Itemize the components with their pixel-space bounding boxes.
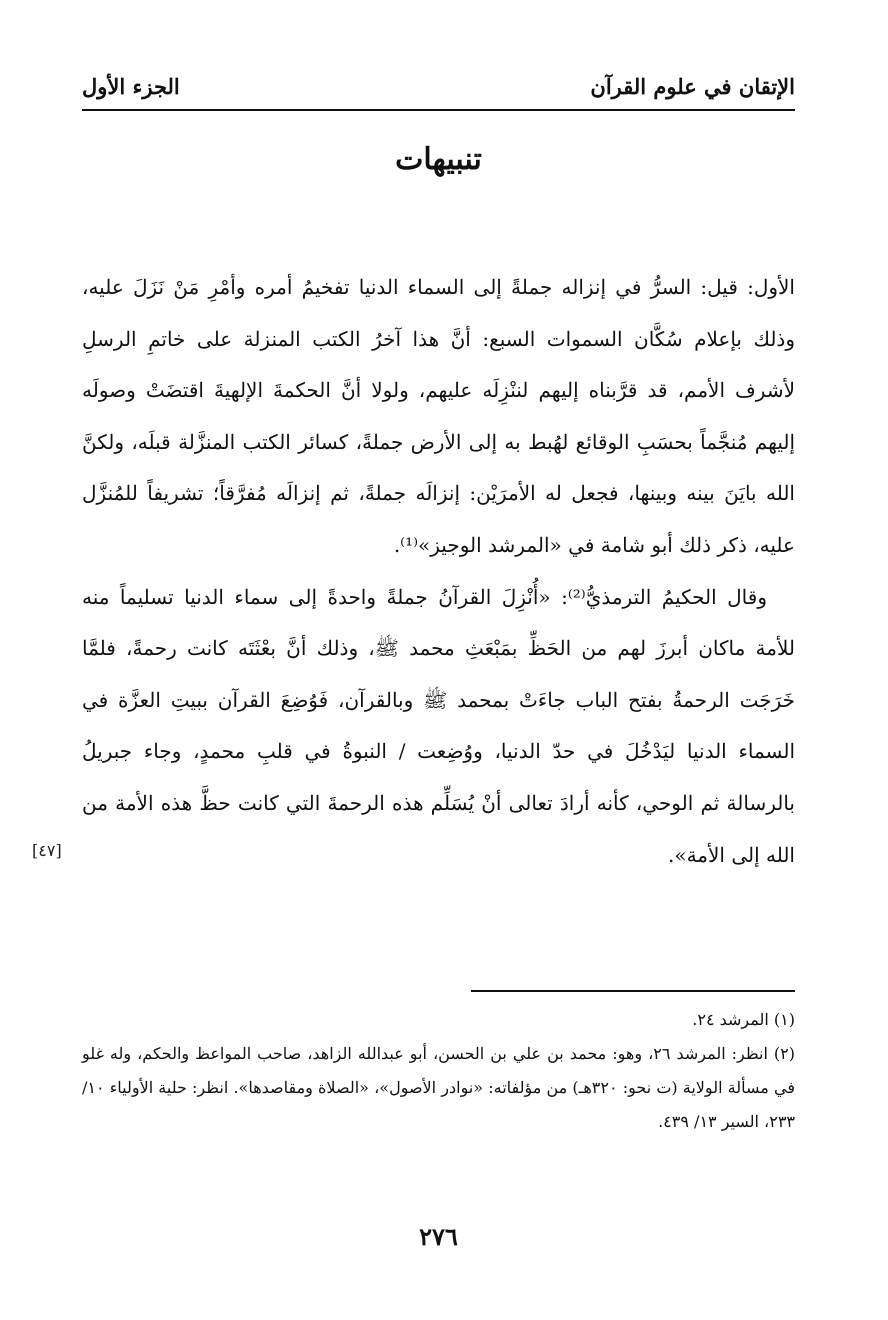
header-rule bbox=[82, 109, 795, 111]
volume-label: الجزء الأول bbox=[82, 73, 180, 99]
footnote-rule bbox=[471, 990, 795, 992]
footnote-1: (١) المرشد ٢٤. bbox=[692, 1010, 795, 1029]
paragraph-1: الأول: قيل: السرُّ في إنزاله جملةً إلى السماء الدنيا تفخيمُ أمره وأمْرِ مَنْ نَزَلَ عليه، وذلك بإعلام سُكَّان السموات السبع: أنَّ هذا آخرُ الكتب المنزلة على خاتمِ الرسلِ لأشرف الأمم، قد قرَّبناه إليهم لننْزِلَه عليهم، ولولا أنَّ الحكمةَ الإلهيةَ اقتضَتْ وصولَه إليهم مُنجَّماً بحسَبِ الوقائع لهُبط به إلى الأرض جملةً، كسائر الكتب المنزَّلة قبلَه، ولكنَّ الله بايَنَ بينه وبينها، فجعل له الأمرَيْن: إنزالَه جملةً، ثم إنزالَه مُفرَّقاً؛ تشريفاً للمُنزَّل عليه، ذكر ذلك أبو شامة في «المرشد الوجيز»⁽¹⁾. bbox=[82, 275, 795, 557]
page-number: ٢٧٦ bbox=[419, 1222, 458, 1251]
running-header bbox=[82, 68, 795, 104]
margin-page-reference: [٤٧] bbox=[32, 841, 62, 860]
footnote-2: (٢) انظر: المرشد ٢٦، وهو: محمد بن علي بن الحسن، أبو عبدالله الزاهد، صاحب المواعظ والحكم، وله غلو في مسألة الولاية (ت نحو: ٣٢٠هـ) من مؤلفاته: «نوادر الأصول»، «الصلاة ومقاصدها». انظر: حلية الأولياء ١٠/ ٢٣٣، السير ١٣/ ٤٣٩. bbox=[82, 1044, 795, 1131]
body-text bbox=[82, 262, 795, 881]
footnotes bbox=[82, 1003, 795, 1139]
book-title: الإتقان في علوم القرآن bbox=[590, 73, 795, 99]
section-title: تنبيهات bbox=[395, 142, 482, 177]
paragraph-2: وقال الحكيمُ الترمذيُّ⁽²⁾: «أُنْزِلَ القرآنُ جملةً واحدةً إلى سماء الدنيا تسليماً منه للأمة ماكان أبرزَ لهم من الحَظِّ بمَبْعَثِ محمد ﷺ، وذلك أنَّ بعْثَتَه كانت رحمةً، فلمَّا خَرَجَت الرحمةُ بفتح الباب جاءَتْ بمحمد ﷺ وبالقرآن، فَوُضِعَ القرآن ببيتِ العزَّة في السماء الدنيا ليَدْخُلَ في حدّ الدنيا، ووُضِعت / النبوةُ في قلبِ محمدٍ، وجاء جبريلُ بالرسالة ثم الوحي، كأنه أرادَ تعالى أنْ يُسَلِّم هذه الرحمةَ التي كانت حظَّ هذه الأمة من الله إلى الأمة». bbox=[82, 584, 795, 867]
